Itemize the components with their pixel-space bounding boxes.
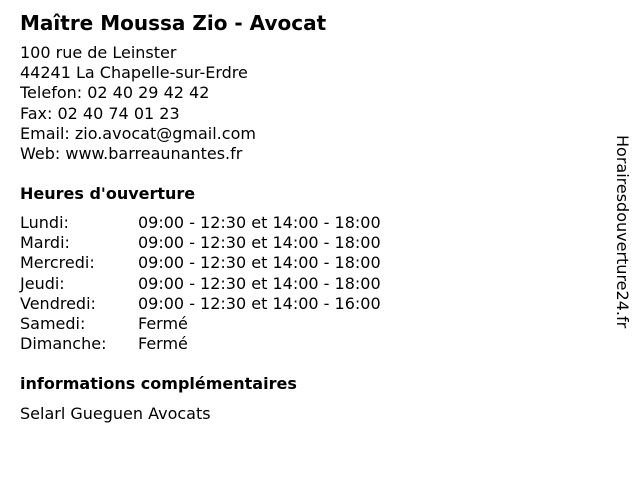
day-label: Dimanche: [20, 334, 107, 354]
contact-block [20, 43, 256, 164]
time-value: Fermé [138, 334, 188, 354]
time-value: 09:00 - 12:30 et 14:00 - 18:00 [138, 233, 381, 253]
day-label: Samedi: [20, 313, 86, 333]
website: Web: www.barreaunantes.fr [20, 144, 243, 164]
day-label: Vendredi: [20, 293, 96, 313]
site-watermark: Horairesdouverture24.fr [613, 135, 632, 329]
additional-info-text: Selarl Gueguen Avocats [20, 404, 211, 423]
page-title: Maître Moussa Zio - Avocat [20, 11, 327, 35]
time-value: 09:00 - 12:30 et 14:00 - 18:00 [138, 253, 381, 273]
address-street: 100 rue de Leinster [20, 43, 177, 62]
time-value: 09:00 - 12:30 et 14:00 - 18:00 [138, 213, 381, 232]
day-label: Mercredi: [20, 253, 95, 273]
time-value: 09:00 - 12:30 et 14:00 - 18:00 [138, 273, 381, 293]
opening-hours-heading: Heures d'ouverture [20, 184, 196, 203]
time-value: Fermé [138, 313, 188, 333]
email-address: Email: zio.avocat@gmail.com [20, 123, 256, 143]
day-label: Lundi: [20, 213, 69, 232]
day-label: Jeudi: [20, 273, 65, 293]
address-city: 44241 La Chapelle-sur-Erdre [20, 63, 248, 83]
day-label: Mardi: [20, 233, 70, 253]
fax-number: Fax: 02 40 74 01 23 [20, 103, 180, 123]
additional-info-heading: informations complémentaires [20, 374, 297, 393]
phone-number: Telefon: 02 40 29 42 42 [20, 83, 210, 103]
time-value: 09:00 - 12:30 et 14:00 - 16:00 [138, 293, 381, 313]
